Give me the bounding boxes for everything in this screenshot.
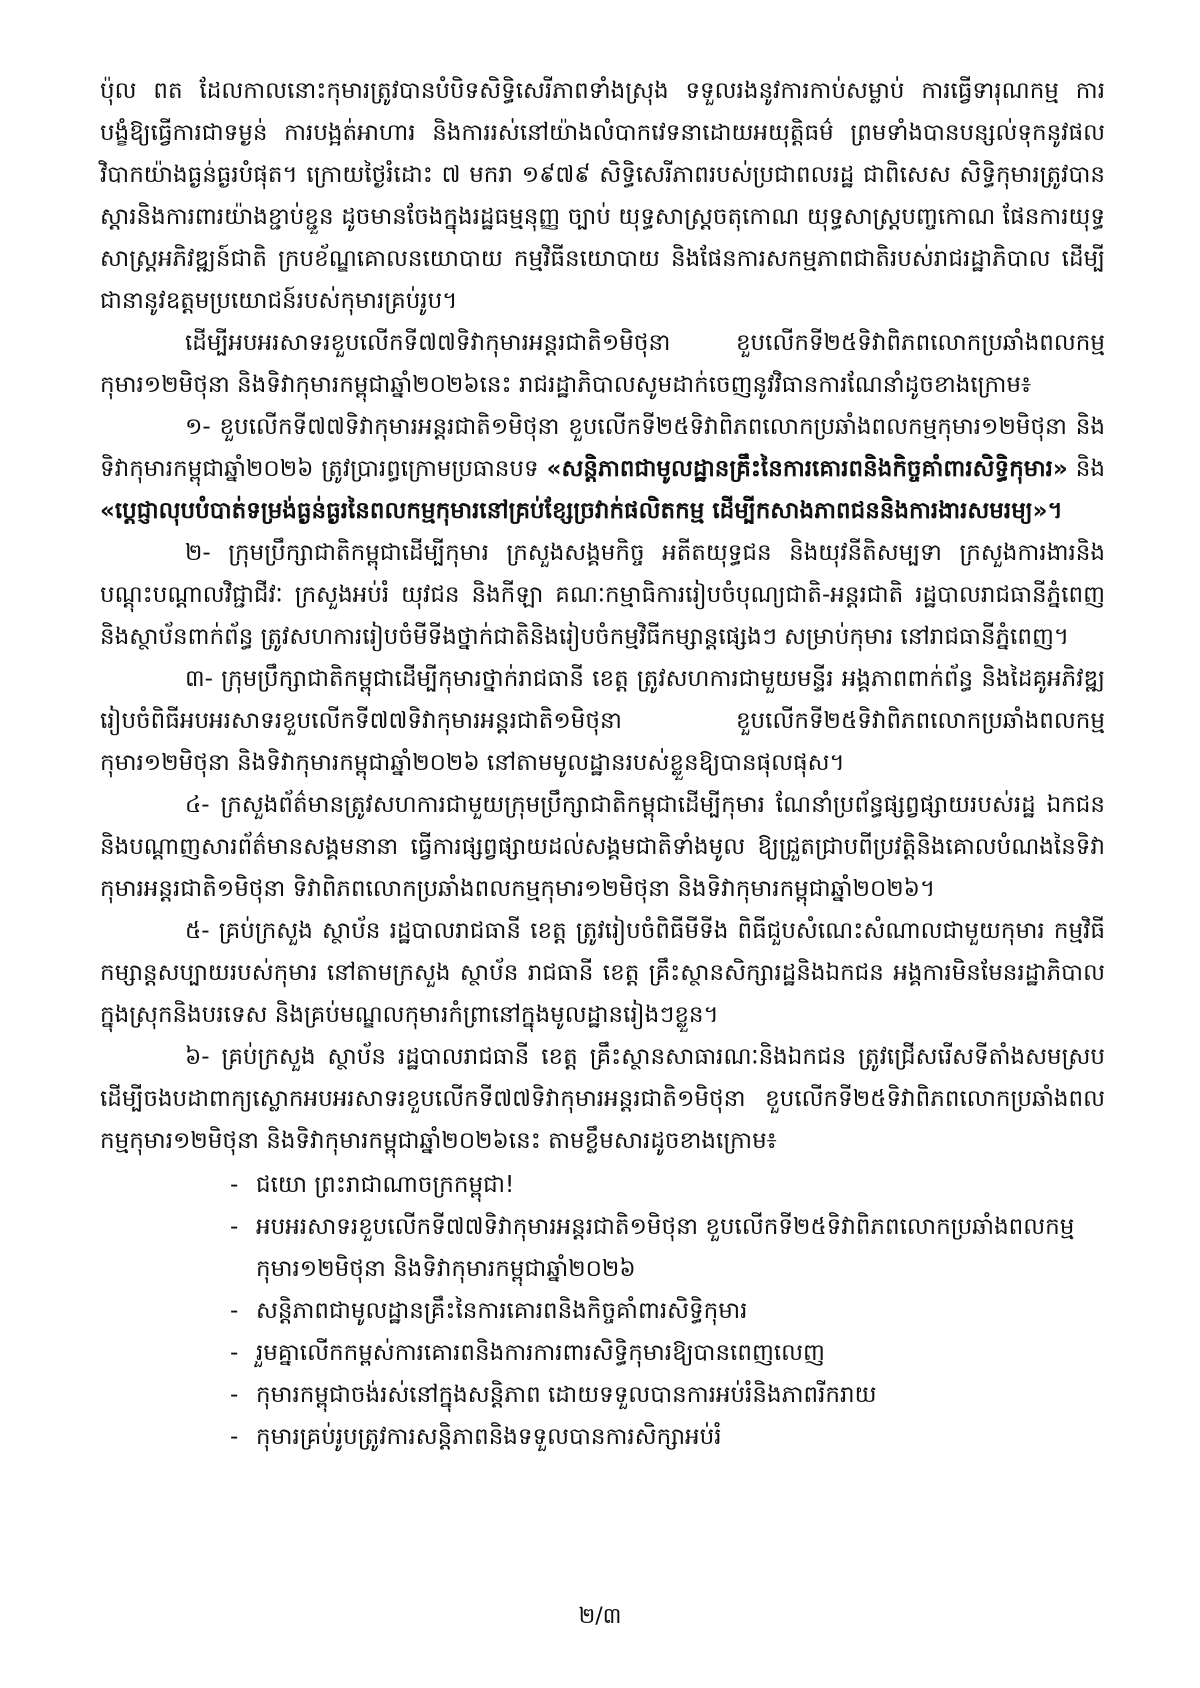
intro-paragraph: ប៉ុល ពត ដែលកាលនោះកុមារត្រូវបានបំបិទសិទ្ធិសេរីភាពទាំងស្រុង ទទួលរងនូវការកាប់សម្លាប់ ការធ្វើទារុណកម្ម ការបង្ខំឱ្យធ្វើការជាទម្ងន់ ការបង្អត់អាហារ និងការរស់នៅយ៉ាងលំបាកវេទនាដោយអយុត្តិធម៌ ព្រមទាំងបានបន្សល់ទុកនូវផលវិបាកយ៉ាងធ្ងន់ធ្ងរបំផុត។ ក្រោយថ្ងៃរំដោះ ៧ មករា ១៩៧៩ សិទ្ធិសេរីភាពរបស់ប្រជាពលរដ្ឋ ជាពិសេស សិទ្ធិកុមារត្រូវបានស្តារនិងការពារយ៉ាងខ្ជាប់ខ្ជួន ដូចមានចែងក្នុងរដ្ឋធម្មនុញ្ញ ច្បាប់ យុទ្ធសាស្ត្រចតុកោណ យុទ្ធសាស្ត្របញ្ចកោណ ផែនការយុទ្ធសាស្ត្រអភិវឌ្ឍន៍ជាតិ ក្របខ័ណ្ឌគោលនយោបាយ កម្មវិធីនយោបាយ និងផែនការសកម្មភាពជាតិរបស់រាជរដ្ឋាភិបាល ដើម្បីជានានូវឧត្តមប្រយោជន៍របស់កុមារគ្រប់រូប។	[100, 78, 1105, 314]
page-number: ២/៣	[578, 1604, 622, 1629]
slogan-item: - សន្តិភាពជាមូលដ្ឋានគ្រឹះនៃការគោរពនិងកិច្ចគាំពារសិទ្ធិកុមារ	[230, 1290, 1105, 1332]
item-1	[100, 406, 1105, 532]
slogan-item: - រួមគ្នាលើកកម្ពស់ការគោរពនិងការការពារសិទ្ធិកុមារឱ្យបានពេញលេញ	[230, 1332, 1105, 1374]
item-1-theme-2: «ប្តេជ្ញាលុបបំបាត់ទម្រង់ធ្ងន់ធ្ងរនៃពលកម្មកុមារនៅគ្រប់ខ្សែច្រវាក់ផលិតកម្ម ដើម្បីកសាងភាពជននិងការងារសមរម្យ»។	[100, 498, 1063, 524]
item-1-theme-1: «សន្តិភាពជាមូលដ្ឋានគ្រឹះនៃការគោរពនិងកិច្ចគាំពារសិទ្ធិកុមារ»	[546, 456, 1068, 482]
slogan-item: - អបអរសាទរខួបលើកទី៧៧ទិវាកុមារអន្តរជាតិ១មិថុនា ខួបលើកទី២៥ទិវាពិភពលោកប្រឆាំងពលកម្មកុមារ១២មិថុនា និងទិវាកុមារកម្ពុជាឆ្នាំ២០២៦	[230, 1206, 1105, 1290]
directive-paragraph: ដើម្បីអបអរសាទរខួបលើកទី៧៧ទិវាកុមារអន្តរជាតិ១មិថុនា ខួបលើកទី២៥ទិវាពិភពលោកប្រឆាំងពលកម្មកុមារ១២មិថុនា និងទិវាកុមារកម្ពុជាឆ្នាំ២០២៦នេះ រាជរដ្ឋាភិបាលសូមដាក់ចេញនូវវិធានការណែនាំដូចខាងក្រោម៖	[100, 330, 1105, 398]
item-2: ២- ក្រុមប្រឹក្សាជាតិកម្ពុជាដើម្បីកុមារ ក្រសួងសង្គមកិច្ច អតីតយុទ្ធជន និងយុវនីតិសម្បទា ក្រសួងការងារនិងបណ្តុះបណ្តាលវិជ្ជាជីវៈ ក្រសួងអប់រំ យុវជន និងកីឡា គណៈកម្មាធិការរៀបចំបុណ្យជាតិ-អន្តរជាតិ រដ្ឋបាលរាជធានីភ្នំពេញ និងស្ថាប័នពាក់ព័ន្ធ ត្រូវសហការរៀបចំមីទីងថ្នាក់ជាតិនិងរៀបចំកម្មវិធីកម្សាន្តផ្សេងៗ សម្រាប់កុមារ នៅរាជធានីភ្នំពេញ។	[100, 540, 1106, 650]
item-4: ៤- ក្រសួងព័ត៌មានត្រូវសហការជាមួយក្រុមប្រឹក្សាជាតិកម្ពុជាដើម្បីកុមារ ណែនាំប្រព័ន្ធផ្សព្វផ្សាយរបស់រដ្ឋ ឯកជន និងបណ្តាញសារព័ត៌មានសង្គមនានា ធ្វើការផ្សព្វផ្សាយដល់សង្គមជាតិទាំងមូល ឱ្យជ្រួតជ្រាបពីប្រវត្តិនិងគោលបំណងនៃទិវាកុមារអន្តរជាតិ១មិថុនា ទិវាពិភពលោកប្រឆាំងពលកម្មកុមារ១២មិថុនា និងទិវាកុមារកម្ពុជាឆ្នាំ២០២៦។	[100, 792, 1105, 902]
slogan-item: - ជយោ ព្រះរាជាណាចក្រកម្ពុជា!	[230, 1164, 1105, 1206]
slogan-list	[100, 1164, 1105, 1458]
item-1-text: ១- ខួបលើកទី៧៧ទិវាកុមារអន្តរជាតិ១មិថុនា ខួបលើកទី២៥ទិវាពិភពលោកប្រឆាំងពលកម្មកុមារ១២មិថុនា និងទិវាកុមារកម្ពុជាឆ្នាំ២០២៦ ត្រូវប្រារព្ធក្រោមប្រធានបទ	[100, 414, 1105, 482]
item-5: ៥- គ្រប់ក្រសួង ស្ថាប័ន រដ្ឋបាលរាជធានី ខេត្ត ត្រូវរៀបចំពិធីមីទីង ពិធីជួបសំណេះសំណាលជាមួយកុមារ កម្មវិធីកម្សាន្តសប្បាយរបស់កុមារ នៅតាមក្រសួង ស្ថាប័ន រាជធានី ខេត្ត គ្រឹះស្ថានសិក្សារដ្ឋនិងឯកជន អង្គការមិនមែនរដ្ឋាភិបាលក្នុងស្រុកនិងបរទេស និងគ្រប់មណ្ឌលកុមារកំព្រានៅក្នុងមូលដ្ឋានរៀងៗខ្លួន។	[100, 918, 1105, 1028]
item-1-and: និង	[1075, 456, 1105, 482]
item-6: ៦- គ្រប់ក្រសួង ស្ថាប័ន រដ្ឋបាលរាជធានី ខេត្ត គ្រឹះស្ថានសាធារណៈនិងឯកជន ត្រូវជ្រើសរើសទីតាំងសមស្របដើម្បីចងបដាពាក្យស្លោកអបអរសាទរខួបលើកទី៧៧ទិវាកុមារអន្តរជាតិ១មិថុនា ខួបលើកទី២៥ទិវាពិភពលោកប្រឆាំងពលកម្មកុមារ១២មិថុនា និងទិវាកុមារកម្ពុជាឆ្នាំ២០២៦នេះ តាមខ្លឹមសារដូចខាងក្រោម៖	[100, 1044, 1105, 1154]
slogan-item: - កុមារគ្រប់រូបត្រូវការសន្តិភាពនិងទទួលបានការសិក្សាអប់រំ	[230, 1416, 1105, 1458]
item-3: ៣- ក្រុមប្រឹក្សាជាតិកម្ពុជាដើម្បីកុមារថ្នាក់រាជធានី ខេត្ត ត្រូវសហការជាមួយមន្ទីរ អង្គភាពពាក់ព័ន្ធ និងដៃគូអភិវឌ្ឍ រៀបចំពិធីអបអរសាទរខួបលើកទី៧៧ទិវាកុមារអន្តរជាតិ១មិថុនា ខួបលើកទី២៥ទិវាពិភពលោកប្រឆាំងពលកម្មកុមារ១២មិថុនា និងទិវាកុមារកម្ពុជាឆ្នាំ២០២៦ នៅតាមមូលដ្ឋានរបស់ខ្លួនឱ្យបានផុលផុស។	[100, 666, 1105, 776]
slogan-item: - កុមារកម្ពុជាចង់រស់នៅក្នុងសន្តិភាព ដោយទទួលបានការអប់រំនិងភាពរីករាយ	[230, 1374, 1105, 1416]
